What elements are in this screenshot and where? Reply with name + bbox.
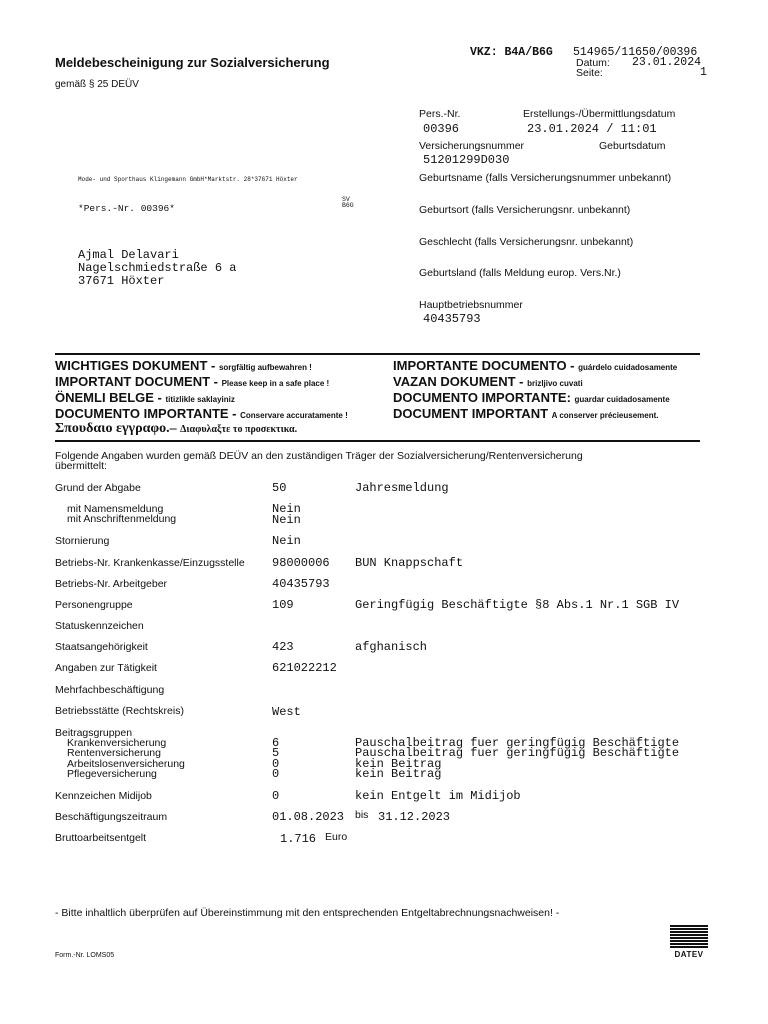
arbeitslosenversicherung-label: Arbeitslosenversicherung xyxy=(67,758,185,770)
rechtskreis-value: West xyxy=(272,705,301,719)
intro-line-2: übermittelt: xyxy=(55,460,107,472)
arbeitslosenversicherung-text: kein Beitrag xyxy=(355,757,442,771)
recipient-city: 37671 Höxter xyxy=(78,274,165,288)
krankenversicherung-label: Krankenversicherung xyxy=(67,737,167,749)
warning-tr: ÖNEMLI BELGE - titizlikle saklayiniz xyxy=(55,390,235,405)
beitragsgruppen-label: Beitragsgruppen xyxy=(55,727,133,739)
midijob-label: Kennzeichen Midijob xyxy=(55,790,152,802)
warning-it: DOCUMENTO IMPORTANTE - Conservare accuratamente ! xyxy=(55,406,348,421)
personengruppe-code: 109 xyxy=(272,598,294,612)
statuskennzeichen-label: Statuskennzeichen xyxy=(55,620,144,632)
code-b6g: B6G xyxy=(342,202,354,209)
rechtskreis-label: Betriebsstätte (Rechtskreis) xyxy=(55,705,184,717)
vkz-value: 514965/11650/00396 xyxy=(573,46,698,59)
footer-note: - Bitte inhaltlich überprüfen auf Übereinstimmung mit den entsprechenden Entgeltabrechnungsnachweisen! - xyxy=(55,907,560,919)
pers-nr-label: Pers.-Nr. xyxy=(419,108,461,120)
warning-pt: DOCUMENTO IMPORTANTE: guardar cuidadosamente xyxy=(393,390,670,405)
personengruppe-label: Personengruppe xyxy=(55,599,133,611)
datum-value: 23.01.2024 xyxy=(632,56,702,69)
vkz-label: VKZ: B4A/B6G xyxy=(470,46,553,59)
warning-es: IMPORTANTE DOCUMENTO - guárdelo cuidadosamente xyxy=(393,358,678,373)
zeitraum-to: 31.12.2023 xyxy=(378,810,451,824)
arbeitgeber-label: Betriebs-Nr. Arbeitgeber xyxy=(55,578,168,590)
pflegeversicherung-label: Pflegeversicherung xyxy=(67,768,157,780)
anschriftenmeldung-label: mit Anschriftenmeldung xyxy=(67,513,177,525)
datev-stripes-icon xyxy=(670,925,708,949)
seite-value: 1 xyxy=(700,66,707,79)
namensmeldung-value: Nein xyxy=(272,502,301,516)
bruttoarbeitsentgelt-label: Bruttoarbeitsentgelt xyxy=(55,832,147,844)
versicherungsnummer-value: 51201299D030 xyxy=(423,153,510,167)
anschriftenmeldung-value: Nein xyxy=(272,513,301,527)
stornierung-label: Stornierung xyxy=(55,535,110,547)
sender-line: Mode- und Sporthaus Klingemann GmbH*Marktstr. 28*37671 Höxter xyxy=(78,176,298,183)
recipient-name: Ajmal Delavari xyxy=(78,248,179,262)
grund-text: Jahresmeldung xyxy=(355,481,449,495)
erstellungsdatum-value: 23.01.2024 / 11:01 xyxy=(527,122,657,136)
zeitraum-bis: bis xyxy=(355,809,369,821)
krankenkasse-label: Betriebs-Nr. Krankenkasse/Einzugsstelle xyxy=(55,557,245,569)
rentenversicherung-text: Pauschalbeitrag fuer geringfügig Beschäftigte xyxy=(355,746,680,760)
document-subtitle: gemäß § 25 DEÜV xyxy=(55,79,139,90)
datev-logo xyxy=(670,925,708,959)
warning-hr: VAZAN DOKUMENT - brizljivo cuvati xyxy=(393,374,583,389)
pflegeversicherung-code: 0 xyxy=(272,767,280,781)
warning-gr: Σπουδαιο εγγραφο.– Διαφυλαξτε το προσεκτικα. xyxy=(55,421,298,436)
document-title: Meldebescheinigung zur Sozialversicherung xyxy=(55,55,330,70)
bruttoarbeitsentgelt-unit: Euro xyxy=(325,831,348,843)
versicherungsnummer-label: Versicherungsnummer xyxy=(419,140,525,152)
datum-label: Datum: xyxy=(576,57,610,69)
krankenversicherung-code: 6 xyxy=(272,736,280,750)
warning-top-rule xyxy=(55,353,700,355)
intro-line-1: Folgende Angaben wurden gemäß DEÜV an den zuständigen Träger der Sozialversicherung/Rentenversicherung xyxy=(55,450,583,462)
staatsangehoerigkeit-code: 423 xyxy=(272,640,294,654)
staatsangehoerigkeit-text: afghanisch xyxy=(355,640,428,654)
geburtsname-label: Geburtsname (falls Versicherungsnummer unbekannt) xyxy=(419,172,672,184)
staatsangehoerigkeit-label: Staatsangehörigkeit xyxy=(55,641,148,653)
stornierung-value: Nein xyxy=(272,534,301,548)
recipient-street: Nagelschmiedstraße 6 a xyxy=(78,261,237,275)
geburtsort-label: Geburtsort (falls Versicherungsnr. unbekannt) xyxy=(419,204,631,216)
pers-nr-reference: *Pers.-Nr. 00396* xyxy=(78,203,175,214)
form-number: Form.-Nr. LOMS05 xyxy=(55,952,115,959)
namensmeldung-label: mit Namensmeldung xyxy=(67,503,164,515)
warning-de: WICHTIGES DOKUMENT - sorgfältig aufbewahren ! xyxy=(55,358,312,373)
rentenversicherung-code: 5 xyxy=(272,746,280,760)
krankenkasse-name: BUN Knappschaft xyxy=(355,556,464,570)
seite-label: Seite: xyxy=(576,67,603,79)
bruttoarbeitsentgelt-value: 1.716 xyxy=(280,832,317,846)
mehrfachbeschaeftigung-label: Mehrfachbeschäftigung xyxy=(55,684,165,696)
erstellungsdatum-label: Erstellungs-/Übermittlungsdatum xyxy=(523,108,676,120)
code-sv: SV xyxy=(342,196,350,203)
hauptbetriebsnummer-value: 40435793 xyxy=(423,312,481,326)
zeitraum-from: 01.08.2023 xyxy=(272,810,345,824)
krankenversicherung-text: Pauschalbeitrag fuer geringfügig Beschäftigte xyxy=(355,736,680,750)
warning-bottom-rule xyxy=(55,440,700,442)
hauptbetriebsnummer-label: Hauptbetriebsnummer xyxy=(419,299,523,311)
arbeitslosenversicherung-code: 0 xyxy=(272,757,280,771)
midijob-code: 0 xyxy=(272,789,280,803)
geburtsland-label: Geburtsland (falls Meldung europ. Vers.Nr.) xyxy=(419,267,621,279)
grund-code: 50 xyxy=(272,481,287,495)
zeitraum-label: Beschäftigungszeitraum xyxy=(55,811,168,823)
taetigkeit-code: 621022212 xyxy=(272,661,337,675)
pflegeversicherung-text: kein Beitrag xyxy=(355,767,442,781)
rentenversicherung-label: Rentenversicherung xyxy=(67,747,161,759)
arbeitgeber-code: 40435793 xyxy=(272,577,330,591)
taetigkeit-label: Angaben zur Tätigkeit xyxy=(55,662,157,674)
grund-label: Grund der Abgabe xyxy=(55,482,141,494)
krankenkasse-code: 98000006 xyxy=(272,556,330,570)
midijob-text: kein Entgelt im Midijob xyxy=(355,789,521,803)
pers-nr-value: 00396 xyxy=(423,122,460,136)
geburtsdatum-label: Geburtsdatum xyxy=(599,140,666,152)
warning-fr: DOCUMENT IMPORTANT A conserver précieusement. xyxy=(393,406,659,421)
warning-en: IMPORTANT DOCUMENT - Please keep in a safe place ! xyxy=(55,374,330,389)
personengruppe-text: Geringfügig Beschäftigte §8 Abs.1 Nr.1 SGB IV xyxy=(355,598,680,612)
geschlecht-label: Geschlecht (falls Versicherungsnr. unbekannt) xyxy=(419,236,634,248)
datev-logo-text: DATEV xyxy=(674,950,704,959)
